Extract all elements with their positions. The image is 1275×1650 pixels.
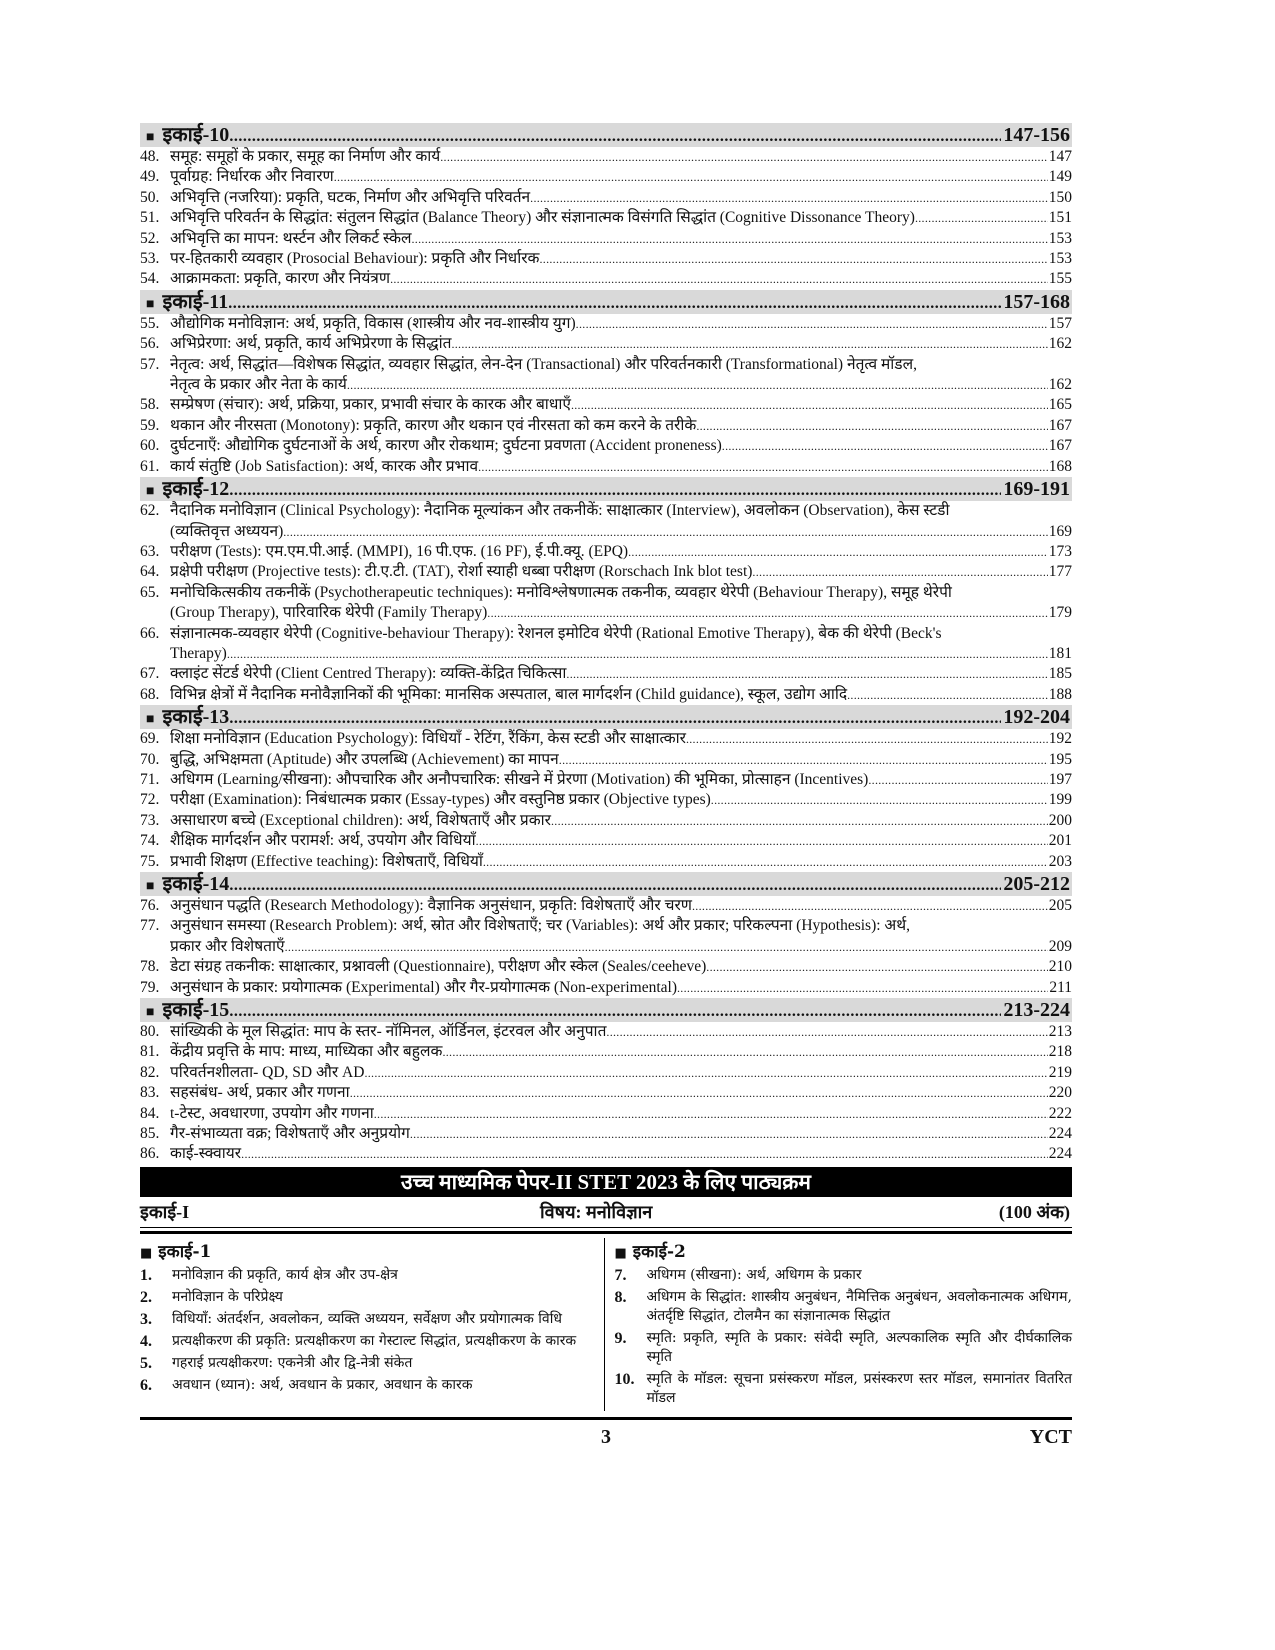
syllabus-item	[140, 1376, 598, 1395]
entry-number: 66.	[140, 624, 160, 642]
toc-entry[interactable]	[140, 1104, 1072, 1124]
entry-text: अभिवृत्ति परिवर्तन के सिद्धांत: संतुलन सिद्धांत (Balance Theory) और संज्ञानात्मक विसंगति सिद्धांत (Cognitive Dissonance Theory)	[170, 209, 915, 227]
syllabus-item	[615, 1288, 1073, 1326]
syllabus-column-right	[605, 1238, 1073, 1411]
entry-number: 59.	[140, 416, 160, 434]
dot-leader	[364, 1063, 1047, 1083]
syllabus-item	[140, 1266, 598, 1285]
dot-leader	[696, 416, 1047, 436]
entry-text: सांख्यिकी के मूल सिद्धांत: माप के स्तर- नॉमिनल, ऑर्डिनल, इंटरवल और अनुपात	[170, 1023, 607, 1041]
syllabus-item-text: अवधान (ध्यान): अर्थ, अवधान के प्रकार, अवधान के कारक	[172, 1376, 473, 1393]
dot-leader	[559, 750, 1048, 770]
dot-leader	[628, 542, 1048, 562]
toc-entry[interactable]	[140, 542, 1072, 562]
entry-text: पूर्वाग्रह: निर्धारक और निवारण	[170, 168, 334, 186]
entry-text: नेतृत्व: अर्थ, सिद्धांत—विशेषक सिद्धांत, व्यवहार सिद्धांत, लेन-देन (Transactional) और परिवर्तनकारी (Transformational) नेतृत्व मॉडल,	[170, 355, 917, 373]
entry-number: 80.	[140, 1023, 160, 1041]
entry-text: मनोचिकित्सकीय तकनीकें (Psychotherapeutic techniques): मनोविश्लेषणात्मक तकनीक, व्यवहार थेरेपी (Behaviour Therapy), समूह थेरेपी	[170, 583, 952, 601]
entry-text: आक्रामकता: प्रकृति, कारण और नियंत्रण	[170, 270, 391, 288]
toc-entry[interactable]	[140, 685, 1072, 705]
toc-entry[interactable]	[140, 1042, 1072, 1062]
toc-unit-heading[interactable]	[140, 123, 1072, 147]
document-page	[140, 123, 1072, 1449]
entry-number: 56.	[140, 335, 160, 353]
entry-text: दुर्घटनाएँ: औद्योगिक दुर्घटनाओं के अर्थ, कारण और रोकथाम; दुर्घटना प्रवणता (Accident proneness)	[170, 437, 722, 455]
entry-number: 81.	[140, 1043, 160, 1061]
toc-unit-section	[140, 705, 1072, 872]
entry-text: अनुसंधान समस्या (Research Problem): अर्थ, स्रोत और विशेषताएँ; चर (Variables): अर्थ और प्रकार; परिकल्पना (Hypothesis): अर्थ,	[170, 917, 911, 935]
syllabus-item-number: 10.	[614, 1370, 635, 1388]
entry-text: संज्ञानात्मक-व्यवहार थेरेपी (Cognitive-behaviour Therapy): रेशनल इमोटिव थेरेपी (Rational Emotive Therapy), बेक की थेरेपी (Beck's	[170, 624, 942, 642]
toc-entry[interactable]	[140, 147, 1072, 167]
entry-number: 55.	[140, 314, 160, 332]
syllabus-item-number: 7.	[614, 1266, 627, 1284]
entry-page-number: 179	[1048, 604, 1072, 622]
syllabus-item-text: मनोविज्ञान के परिप्रेक्ष्य	[172, 1288, 283, 1305]
entry-number: 68.	[140, 685, 160, 703]
entry-number: 76.	[140, 897, 160, 914]
entry-page-number: 162	[1048, 335, 1072, 353]
dot-leader	[551, 811, 1048, 831]
dot-leader	[483, 852, 1048, 872]
entry-number: 79.	[140, 978, 160, 996]
dot-leader	[374, 1104, 1048, 1124]
entry-text: बुद्धि, अभिक्षमता (Aptitude) और उपलब्धि (Achievement) का मापन	[170, 750, 559, 768]
entry-text: थकान और नीरसता (Monotony): प्रकृति, कारण और थकान एवं नीरसता को कम करने के तरीके	[170, 416, 697, 434]
toc-unit-heading[interactable]	[140, 477, 1072, 501]
entry-page-number: 200	[1048, 811, 1072, 829]
toc-entry[interactable]	[140, 314, 1072, 334]
entry-page-number: 224	[1048, 1125, 1072, 1143]
toc-entry[interactable]	[140, 1063, 1072, 1083]
entry-number: 67.	[140, 665, 160, 683]
entry-page-number: 151	[1048, 209, 1072, 227]
syllabus-item-number: 8.	[614, 1288, 627, 1306]
entry-text: परीक्षण (Tests): एम.एम.पी.आई. (MMPI), 16 पी.एफ. (16 PF), ई.पी.क्यू. (EPQ)	[170, 542, 629, 560]
syllabus-item-number: 4.	[140, 1332, 152, 1350]
dot-leader	[847, 685, 1048, 705]
entry-text: सम्प्रेषण (संचार): अर्थ, प्रक्रिया, प्रकार, प्रभावी संचार के कारक और बाधाएँ	[170, 396, 571, 414]
dot-leader	[227, 644, 1048, 664]
toc-entry[interactable]	[140, 583, 1072, 624]
dot-leader	[686, 729, 1048, 749]
syllabus-item	[140, 1354, 598, 1373]
unit-title: इकाई-11	[162, 290, 229, 313]
toc-entry[interactable]	[140, 831, 1072, 851]
unit-page-range: 147-156	[1003, 124, 1070, 146]
dot-leader	[440, 147, 1048, 167]
entry-page-number: 177	[1048, 563, 1072, 581]
entry-number: 84.	[140, 1104, 160, 1122]
syllabus-item-text: अधिगम (सीखना): अर्थ, अधिगम के प्रकार	[646, 1266, 862, 1283]
dot-leader	[442, 1042, 1047, 1062]
toc-unit-heading[interactable]	[140, 998, 1072, 1022]
entry-text: अभिप्रेरणा: अर्थ, प्रकृति, कार्य अभिप्रेरणा के सिद्धांत	[170, 335, 452, 353]
entry-page-number: 167	[1048, 416, 1072, 434]
dot-leader	[752, 562, 1047, 582]
entry-text: प्रक्षेपी परीक्षण (Projective tests): टी.ए.टी. (TAT), रोर्शा स्याही धब्बा परीक्षण (Rorschach Ink blot test)	[170, 563, 753, 581]
entry-text: परीक्षा (Examination): निबंधात्मक प्रकार (Essay-types) और वस्तुनिष्ठ प्रकार (Objective types)	[170, 791, 711, 809]
syllabus-item-text: प्रत्यक्षीकरण की प्रकृति: प्रत्यक्षीकरण का गेस्टाल्ट सिद्धांत, प्रत्यक्षीकरण के कारक	[172, 1332, 577, 1349]
entry-number: 62.	[140, 502, 160, 520]
toc-entry[interactable]	[140, 334, 1072, 354]
entry-text: t-टेस्ट, अवधारणा, उपयोग और गणना	[170, 1104, 374, 1122]
dot-leader	[285, 937, 1048, 957]
syllabus-item-number: 5.	[140, 1354, 152, 1372]
entry-page-number: 209	[1048, 937, 1072, 955]
dot-leader	[410, 1124, 1048, 1144]
entry-text: क्लाइंट सेंटर्ड थेरेपी (Client Centred Therapy): व्यक्ति-केंद्रित चिकित्सा	[170, 665, 567, 683]
dot-leader	[241, 1144, 1048, 1164]
entry-text: अभिवृत्ति का मापन: थर्स्टन और लिकर्ट स्केल	[170, 229, 412, 247]
toc-entry[interactable]	[140, 229, 1072, 249]
entry-number: 54.	[140, 270, 160, 288]
entry-text: नैदानिक मनोविज्ञान (Clinical Psychology): नैदानिक मूल्यांकन और तकनीकें: साक्षात्कार (Interview), अवलोकन (Observation), केस स्टडी	[170, 502, 950, 520]
entry-text: सहसंबंध- अर्थ, प्रकार और गणना	[170, 1084, 350, 1102]
unit-title: इकाई-14	[162, 873, 230, 895]
entry-page-number: 153	[1048, 250, 1072, 268]
dot-leader	[722, 436, 1048, 456]
entry-page-number: 224	[1048, 1145, 1072, 1163]
unit-page-range: 213-224	[1003, 999, 1070, 1022]
entry-text: अधिगम (Learning/सीखना): औपचारिक और अनौपचारिक: सीखने में प्रेरणा (Motivation) की भूमिका, प्रोत्साहन (Incentives)	[170, 770, 869, 788]
entry-text: कार्य संतुष्टि (Job Satisfaction): अर्थ, कारक और प्रभाव	[170, 457, 479, 475]
toc-unit-section	[140, 123, 1072, 290]
toc-entry[interactable]	[140, 355, 1072, 396]
dot-leader	[229, 479, 1001, 503]
syllabus-item	[140, 1332, 598, 1351]
toc-entry[interactable]	[140, 852, 1072, 872]
entry-page-number: 169	[1048, 522, 1072, 540]
dot-leader	[487, 603, 1047, 623]
entry-page-number: 195	[1048, 750, 1072, 768]
toc-entry[interactable]	[140, 249, 1072, 269]
dot-leader	[350, 1083, 1048, 1103]
unit-page-range: 169-191	[1003, 478, 1070, 501]
toc-unit-heading[interactable]	[140, 290, 1072, 314]
unit-title: इकाई-15	[162, 999, 230, 1022]
toc-entry[interactable]	[140, 208, 1072, 228]
square-bullet-icon: ■	[614, 1245, 627, 1261]
toc-entry[interactable]	[140, 811, 1072, 831]
entry-number: 65.	[140, 583, 160, 601]
entry-number: 75.	[140, 852, 160, 870]
dot-leader	[606, 1022, 1047, 1042]
entry-text: शिक्षा मनोविज्ञान (Education Psychology): विधियाँ - रेटिंग, रैंकिंग, केस स्टडी और साक्षात्कार	[170, 730, 686, 748]
toc-entry[interactable]	[140, 1144, 1072, 1164]
dot-leader	[390, 269, 1048, 289]
square-bullet-icon: ■	[146, 296, 155, 312]
entry-number: 71.	[140, 770, 160, 788]
dot-leader	[228, 292, 1001, 316]
entry-number: 69.	[140, 730, 160, 748]
toc-entry[interactable]	[140, 1022, 1072, 1042]
toc-unit-section	[140, 998, 1072, 1165]
square-bullet-icon: ■	[146, 130, 155, 145]
entry-number: 86.	[140, 1145, 160, 1163]
dot-leader	[229, 874, 1001, 898]
entry-page-number: 155	[1048, 270, 1072, 288]
unit-title: इकाई-12	[162, 478, 230, 501]
entry-number: 60.	[140, 437, 160, 455]
syllabus-item-number: 2.	[140, 1288, 152, 1306]
toc-entry[interactable]	[140, 978, 1072, 998]
entry-number: 51.	[140, 209, 160, 227]
syllabus-item-number: 1.	[140, 1266, 152, 1284]
unit-page-range: 157-168	[1003, 290, 1070, 313]
unit-page-range: 205-212	[1003, 873, 1070, 895]
toc-entry[interactable]	[140, 501, 1072, 542]
dot-leader	[530, 188, 1048, 208]
square-bullet-icon: ■	[140, 1245, 153, 1261]
syllabus-item-text: गहराई प्रत्यक्षीकरण: एकनेत्री और द्वि-नेत्री संकेत	[172, 1354, 413, 1371]
toc-unit-section	[140, 872, 1072, 998]
dot-leader	[868, 770, 1047, 790]
dot-leader	[229, 707, 1001, 731]
toc-entry[interactable]	[140, 457, 1072, 477]
syllabus-item-number: 3.	[140, 1310, 152, 1328]
dot-leader	[283, 522, 1048, 542]
syllabus-item-text: स्मृति के मॉडल: सूचना प्रसंस्करण मॉडल, प्रसंस्करण स्तर मॉडल, समानांतर वितरित मॉडल	[646, 1370, 1072, 1406]
toc-entry[interactable]	[140, 1124, 1072, 1144]
syllabus-item-text: मनोविज्ञान की प्रकृति, कार्य क्षेत्र और उप-क्षेत्र	[172, 1266, 398, 1283]
entry-text: नेतृत्व के प्रकार और नेता के कार्य	[170, 376, 347, 394]
table-of-contents	[140, 123, 1072, 1165]
dot-leader	[539, 249, 1047, 269]
entry-page-number: 168	[1048, 457, 1072, 475]
entry-page-number: 222	[1048, 1104, 1072, 1122]
entry-text: प्रकार और विशेषताएँ	[170, 937, 285, 955]
toc-unit-section	[140, 477, 1072, 705]
syllabus-item-text: अधिगम के सिद्धांत: शास्त्रीय अनुबंधन, नैमित्तिक अनुबंधन, अवलोकनात्मक अधिगम, अंतर्दृष्टि सिद्धांत, टोलमैन का संज्ञानात्मक सिद्धांत	[646, 1288, 1072, 1324]
toc-entry[interactable]	[140, 957, 1072, 977]
entry-number: 63.	[140, 542, 160, 560]
syllabus-item	[140, 1310, 598, 1329]
entry-text: (Group Therapy), पारिवारिक थेरेपी (Family Therapy)	[170, 604, 488, 622]
entry-text: अभिवृत्ति (नजरिया): प्रकृति, घटक, निर्माण और अभिवृत्ति परिवर्तन	[170, 188, 531, 206]
toc-entry[interactable]	[140, 770, 1072, 790]
entry-page-number: 165	[1048, 396, 1072, 414]
toc-entry[interactable]	[140, 790, 1072, 810]
entry-page-number: 192	[1048, 730, 1072, 748]
entry-page-number: 153	[1048, 229, 1072, 247]
toc-entry[interactable]	[140, 562, 1072, 582]
dot-leader	[334, 167, 1048, 187]
entry-page-number: 181	[1048, 644, 1072, 662]
syllabus-item	[615, 1329, 1073, 1367]
syllabus-unit-heading	[140, 1240, 598, 1266]
syllabus-unit-label: इकाई-I	[140, 1201, 190, 1222]
dot-leader	[229, 125, 1001, 149]
toc-unit-heading[interactable]	[140, 872, 1072, 896]
dot-leader	[677, 978, 1048, 998]
toc-entry[interactable]	[140, 896, 1072, 916]
dot-leader	[412, 229, 1048, 249]
entry-text: असाधारण बच्चे (Exceptional children): अर्थ, विशेषताएँ और प्रकार	[170, 811, 551, 829]
entry-text: शैक्षिक मार्गदर्शन और परामर्श: अर्थ, उपयोग और विधियाँ	[170, 832, 476, 850]
entry-number: 48.	[140, 148, 160, 165]
entry-text: काई-स्क्वायर	[170, 1145, 242, 1163]
entry-text: (व्यक्तिवृत्त अध्ययन)	[170, 522, 284, 540]
dot-leader	[915, 208, 1048, 228]
page-number: 3	[601, 1425, 611, 1448]
syllabus-unit-heading	[615, 1240, 1073, 1266]
entry-page-number: 173	[1048, 542, 1072, 560]
toc-entry[interactable]	[140, 750, 1072, 770]
entry-page-number: 220	[1048, 1084, 1072, 1102]
heading-text: इकाई-2	[632, 1241, 686, 1262]
entry-number: 77.	[140, 917, 160, 935]
entry-text: समूह: समूहों के प्रकार, समूह का निर्माण और कार्य	[170, 148, 441, 165]
entry-number: 73.	[140, 811, 160, 829]
entry-number: 85.	[140, 1125, 160, 1143]
square-bullet-icon: ■	[146, 484, 155, 500]
toc-entry[interactable]	[140, 188, 1072, 208]
entry-number: 78.	[140, 958, 160, 976]
entry-number: 58.	[140, 396, 160, 414]
heading-text: इकाई-1	[158, 1241, 212, 1262]
dot-leader	[478, 457, 1048, 477]
entry-text: अनुसंधान पद्धति (Research Methodology): वैज्ञानिक अनुसंधान, प्रकृति: विशेषताएँ और चरण	[170, 897, 692, 914]
entry-page-number: 203	[1048, 852, 1072, 870]
toc-entry[interactable]	[140, 269, 1072, 289]
toc-unit-section	[140, 290, 1072, 477]
dot-leader	[706, 957, 1047, 977]
entry-number: 49.	[140, 168, 160, 186]
syllabus-column-left	[140, 1238, 605, 1411]
unit-page-range: 192-204	[1003, 706, 1070, 729]
toc-unit-heading[interactable]	[140, 705, 1072, 729]
entry-number: 83.	[140, 1084, 160, 1102]
dot-leader	[347, 375, 1048, 395]
entry-text: औद्योगिक मनोविज्ञान: अर्थ, प्रकृति, विकास (शास्त्रीय और नव-शास्त्रीय युग)	[170, 314, 576, 332]
syllabus-list	[615, 1266, 1073, 1408]
toc-entry[interactable]	[140, 1083, 1072, 1103]
dot-leader	[451, 334, 1047, 354]
entry-page-number: 185	[1048, 665, 1072, 683]
publisher-brand: YCT	[1029, 1425, 1072, 1448]
syllabus-item	[140, 1288, 598, 1307]
entry-page-number: 205	[1048, 897, 1072, 914]
syllabus-columns	[140, 1238, 1072, 1411]
syllabus-item	[615, 1266, 1073, 1285]
syllabus-item	[615, 1370, 1073, 1408]
toc-entry[interactable]	[140, 395, 1072, 415]
entry-page-number: 218	[1048, 1043, 1072, 1061]
entry-number: 82.	[140, 1063, 160, 1081]
syllabus-subject: विषय: मनोविज्ञान	[540, 1201, 653, 1222]
toc-entry[interactable]	[140, 436, 1072, 456]
entry-text: प्रभावी शिक्षण (Effective teaching): विशेषताएँ, विधियाँ	[170, 852, 483, 870]
entry-text: डेटा संग्रह तकनीक: साक्षात्कार, प्रश्नावली (Questionnaire), परीक्षण और स्केल (Seales/ceeheve)	[170, 958, 707, 976]
entry-text: परिवर्तनशीलता- QD, SD और AD	[170, 1063, 365, 1081]
entry-number: 61.	[140, 457, 160, 475]
entry-number: 57.	[140, 355, 160, 373]
entry-number: 74.	[140, 832, 160, 850]
dot-leader	[229, 1000, 1001, 1024]
entry-page-number: 157	[1048, 314, 1072, 332]
entry-page-number: 201	[1048, 832, 1072, 850]
unit-title: इकाई-10	[162, 124, 230, 146]
dot-leader	[692, 896, 1048, 916]
divider	[140, 1417, 1072, 1420]
entry-number: 70.	[140, 750, 160, 768]
entry-text: गैर-संभाव्यता वक्र; विशेषताएँ और अनुप्रयोग	[170, 1125, 410, 1143]
entry-text: केंद्रीय प्रवृत्ति के माप: माध्य, माध्यिका और बहुलक	[170, 1043, 443, 1061]
dot-leader	[476, 831, 1048, 851]
entry-text: Therapy)	[170, 644, 227, 662]
entry-page-number: 188	[1048, 685, 1072, 703]
entry-page-number: 210	[1048, 958, 1072, 976]
entry-page-number: 213	[1048, 1023, 1072, 1041]
toc-entry[interactable]	[140, 416, 1072, 436]
square-bullet-icon: ■	[146, 1005, 155, 1021]
toc-entry[interactable]	[140, 729, 1072, 749]
entry-text: पर-हितकारी व्यवहार (Prosocial Behaviour): प्रकृति और निर्धारक	[170, 250, 540, 268]
entry-page-number: 147	[1048, 148, 1072, 165]
square-bullet-icon: ■	[146, 712, 155, 728]
entry-page-number: 150	[1048, 188, 1072, 206]
divider	[140, 1231, 1072, 1234]
square-bullet-icon: ■	[146, 879, 155, 894]
syllabus-item-number: 6.	[140, 1376, 152, 1394]
dot-leader	[711, 790, 1048, 810]
entry-page-number: 219	[1048, 1063, 1072, 1081]
page-footer	[140, 1426, 1072, 1449]
syllabus-item-text: विधियाँ: अंतर्दर्शन, अवलोकन, व्यक्ति अध्ययन, सर्वेक्षण और प्रयोगात्मक विधि	[172, 1310, 562, 1327]
dot-leader	[566, 664, 1047, 684]
entry-page-number: 211	[1049, 978, 1072, 996]
dot-leader	[576, 314, 1048, 334]
entry-page-number: 162	[1048, 376, 1072, 394]
entry-number: 64.	[140, 563, 160, 581]
syllabus-list	[140, 1266, 598, 1395]
syllabus-banner: उच्च माध्यमिक पेपर-II STET 2023 के लिए पाठ्यक्रम	[140, 1167, 1072, 1197]
toc-entry[interactable]	[140, 167, 1072, 187]
entry-number: 72.	[140, 791, 160, 809]
entry-number: 50.	[140, 188, 160, 206]
entry-page-number: 199	[1048, 791, 1072, 809]
toc-entry[interactable]	[140, 916, 1072, 957]
toc-entry[interactable]	[140, 664, 1072, 684]
dot-leader	[571, 395, 1048, 415]
entry-page-number: 167	[1048, 437, 1072, 455]
toc-entry[interactable]	[140, 624, 1072, 665]
entry-page-number: 197	[1048, 770, 1072, 788]
syllabus-marks: (100 अंक)	[998, 1201, 1070, 1222]
entry-text: विभिन्न क्षेत्रों में नैदानिक मनोवैज्ञानिकों की भूमिका: मानसिक अस्पताल, बाल मार्गदर्शन (Child guidance), स्कूल, उद्योग आदि	[170, 685, 848, 703]
syllabus-item-number: 9.	[614, 1329, 627, 1347]
syllabus-item-text: स्मृति: प्रकृति, स्मृति के प्रकार: संवेदी स्मृति, अल्पकालिक स्मृति और दीर्घकालिक स्मृति	[646, 1329, 1072, 1365]
entry-number: 53.	[140, 250, 160, 268]
entry-text: अनुसंधान के प्रकार: प्रयोगात्मक (Experimental) और गैर-प्रयोगात्मक (Non-experimental)	[170, 978, 677, 996]
entry-page-number: 149	[1048, 168, 1072, 186]
syllabus-meta	[140, 1197, 1072, 1225]
entry-number: 52.	[140, 229, 160, 247]
unit-title: इकाई-13	[162, 706, 230, 729]
